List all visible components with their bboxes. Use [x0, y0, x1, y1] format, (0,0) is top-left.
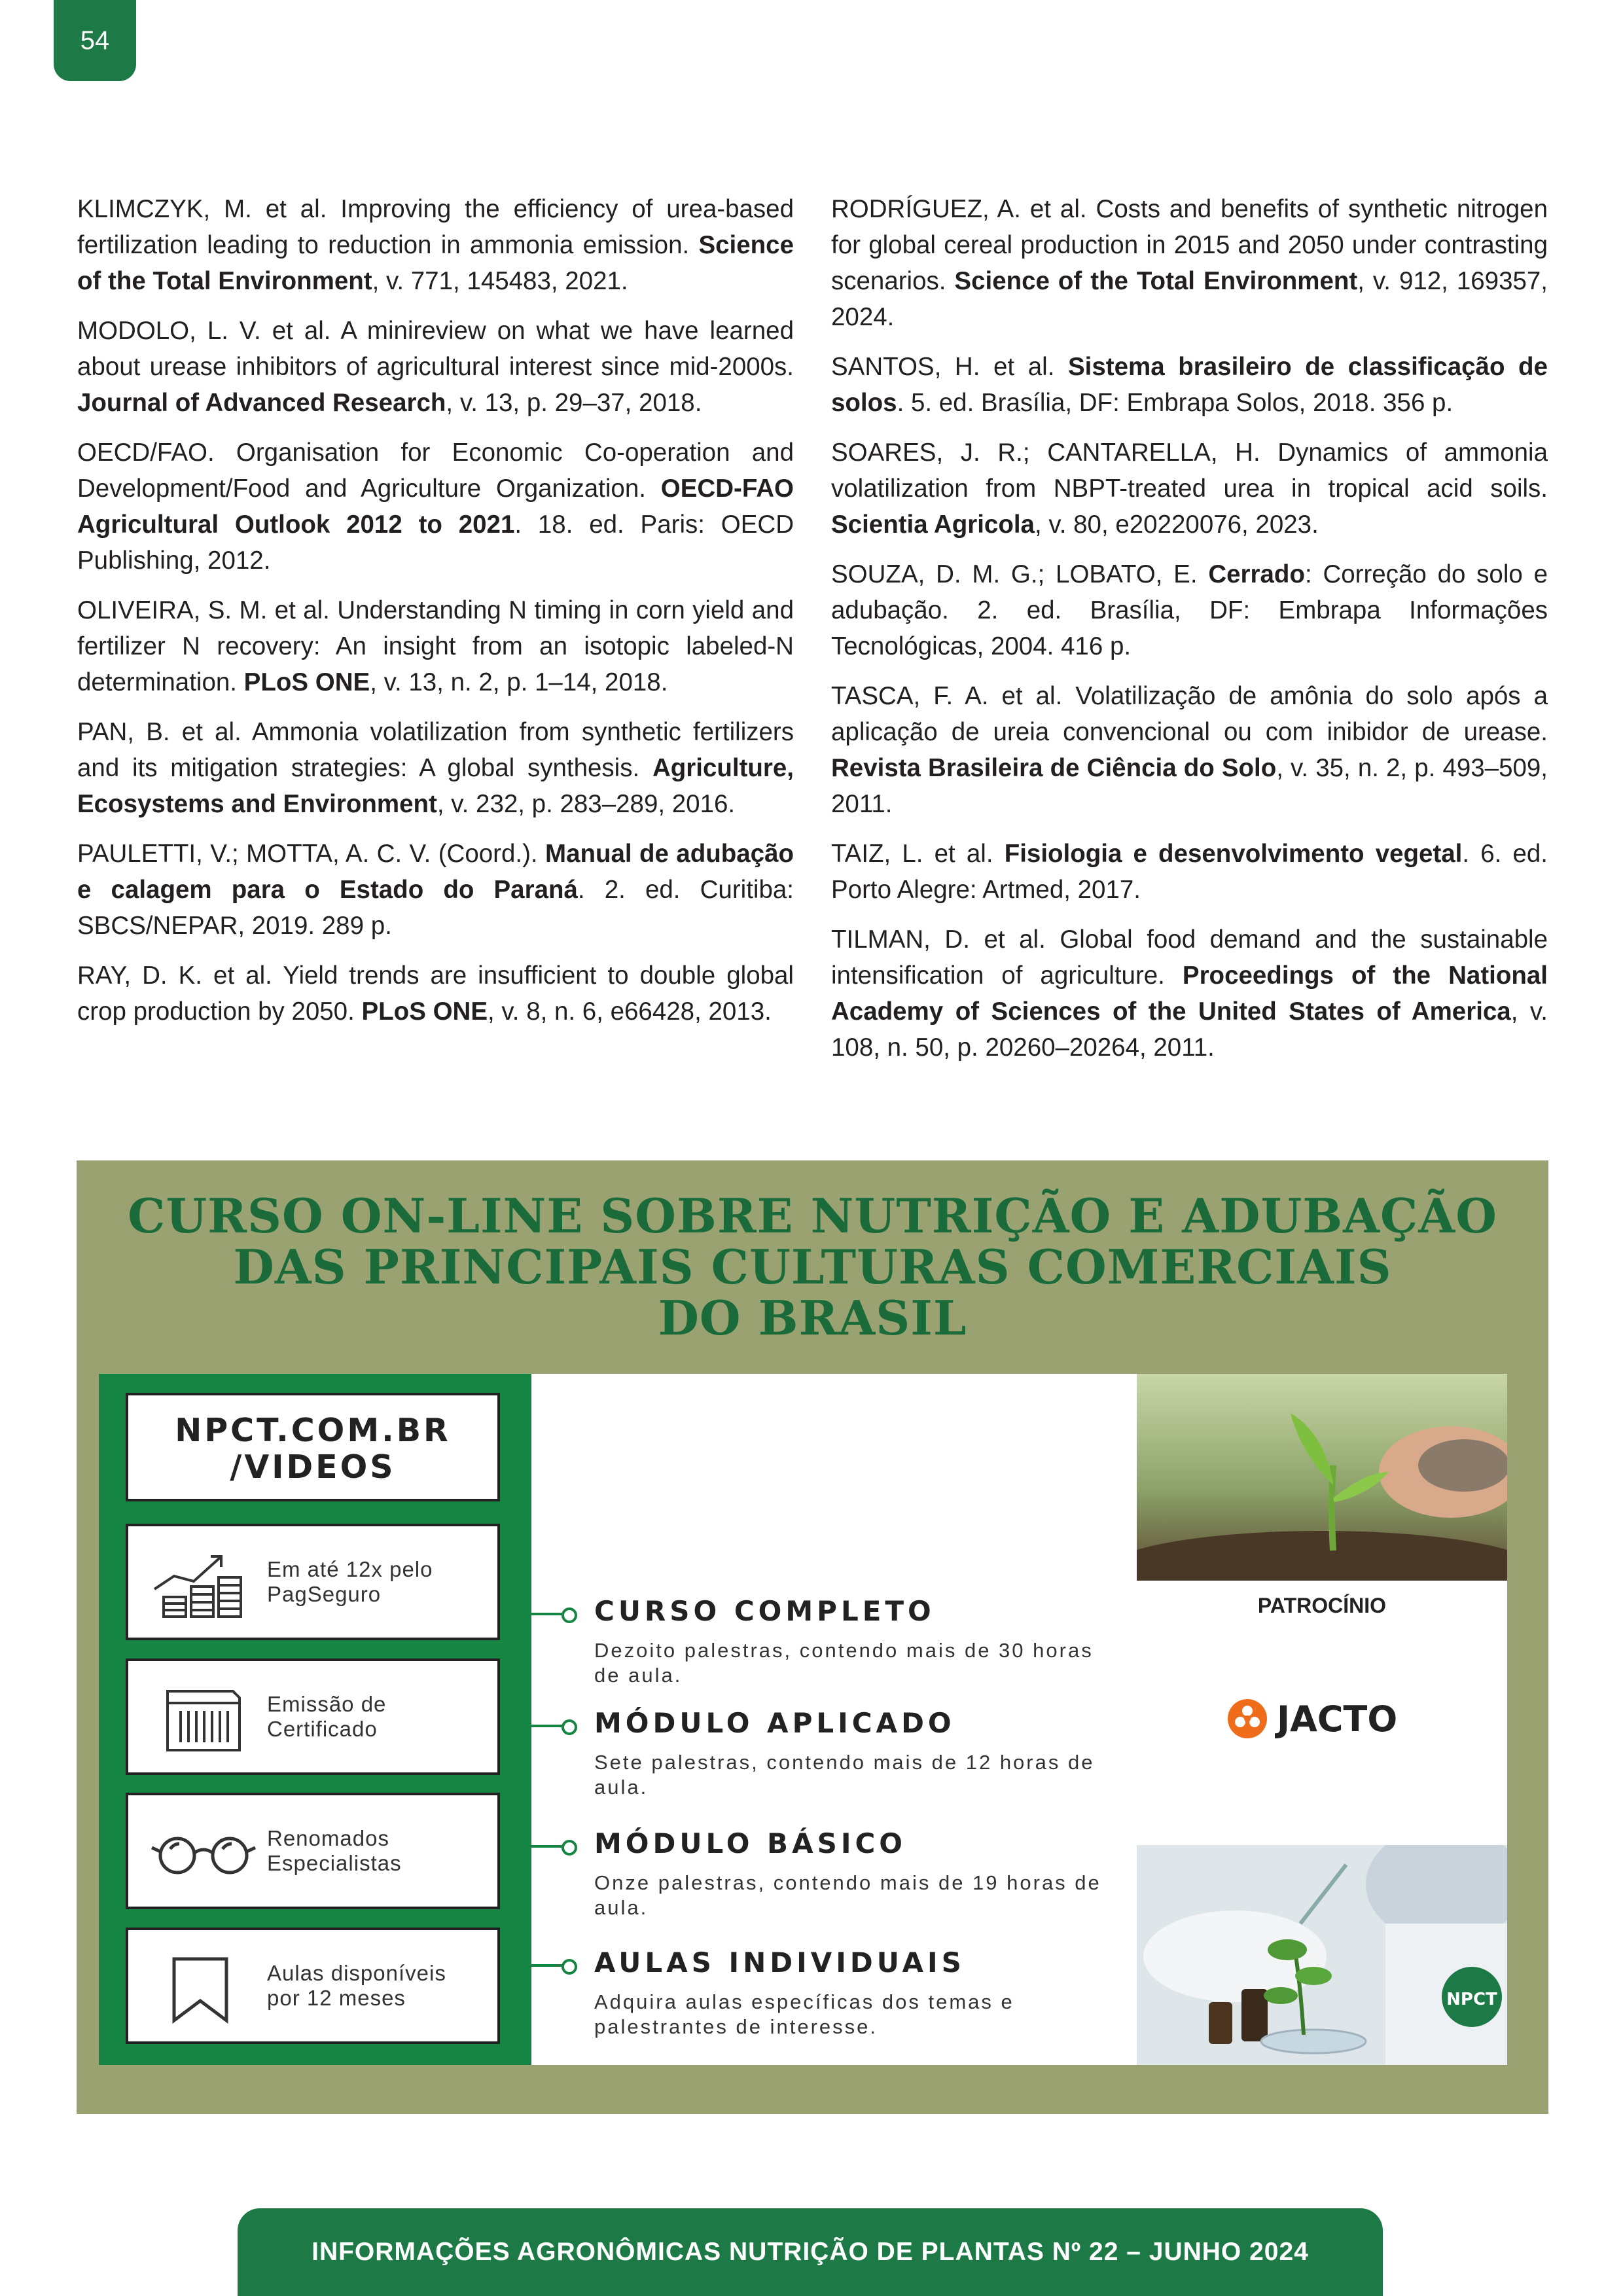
feature-specialists [126, 1793, 500, 1909]
module-title: AULAS INDIVIDUAIS [594, 1946, 965, 1979]
module-description: Dezoito palestras, contendo mais de 30 horas de aula. [594, 1639, 1094, 1687]
banner-title: CURSO ON-LINE SOBRE NUTRIÇÃO E ADUBAÇÃO DAS PRINCIPAIS CULTURAS COMERCIAIS DO BRASIL [128, 1188, 1497, 1346]
module-description: Sete palestras, contendo mais de 12 horas de aula. [594, 1751, 1095, 1799]
feature-label: Aulas disponíveis por 12 meses [267, 1961, 446, 2010]
reference-entry: PAULETTI, V.; MOTTA, A. C. V. (Coord.). Manual de adubação e calagem para o Estado do Paraná. 2. ed. Curitiba: SBCS/NEPAR, 2019. 289 p. [77, 840, 794, 940]
reference-entry: PAN, B. et al. Ammonia volatilization from synthetic fertilizers and its mitigation strategies: A global synthesis. Agriculture, Ecosystems and Environment, v. 232, p. 283–289, 2016. [77, 718, 794, 818]
module-title: CURSO COMPLETO [594, 1595, 935, 1627]
reference-entry: TAIZ, L. et al. Fisiologia e desenvolvimento vegetal. 6. ed. Porto Alegre: Artmed, 2017. [831, 840, 1548, 904]
lab-photo [1137, 1845, 1507, 2065]
feature-availability [126, 1928, 500, 2044]
references-left-column [77, 191, 794, 1043]
reference-entry: SANTOS, H. et al. Sistema brasileiro de classificação de solos. 5. ed. Brasília, DF: Embrapa Solos, 2018. 356 p. [831, 353, 1548, 417]
reference-entry: RAY, D. K. et al. Yield trends are insufficient to double global crop production by 2050. PLoS ONE, v. 8, n. 6, e66428, 2013. [77, 961, 794, 1026]
bullet-icon [562, 1959, 577, 1975]
reference-entry: MODOLO, L. V. et al. A minireview on what we have learned about urease inhibitors of agricultural interest since mid-2000s. Journal of Advanced Research, v. 13, p. 29–37, 2018. [77, 317, 794, 417]
reference-entry: OECD/FAO. Organisation for Economic Co-operation and Development/Food and Agriculture Organization. OECD-FAO Agricultural Outlook 2012 to 2021. 18. ed. Paris: OECD Publishing, 2012. [77, 439, 794, 575]
bookmark-icon [148, 1947, 259, 2026]
feature-label: Renomados Especialistas [267, 1826, 402, 1875]
glasses-icon [148, 1812, 259, 1891]
module-description: Onze palestras, contendo mais de 19 horas de aula. [594, 1871, 1101, 1919]
reference-entry: OLIVEIRA, S. M. et al. Understanding N timing in corn yield and fertilizer N recovery: An insight from an isotopic labeled-N determination. PLoS ONE, v. 13, n. 2, p. 1–14, 2018. [77, 596, 794, 696]
feature-label: Emissão de Certificado [267, 1692, 387, 1741]
course-modules [531, 1374, 1137, 2065]
page-number: 54 [54, 0, 136, 81]
feature-label: Em até 12x pelo PagSeguro [267, 1557, 433, 1606]
reference-entry: TILMAN, D. et al. Global food demand and the sustainable intensification of agriculture. Proceedings of the National Academy of Sciences of the United States of America, v. 108, n. 50, p. 20260–20264, 2011. [831, 925, 1548, 1062]
reference-entry: TASCA, F. A. et al. Volatilização de amônia do solo após a aplicação de ureia convencional ou com inibidor de urease. Revista Brasileira de Ciência do Solo, v. 35, n. 2, p. 493–509, 2011. [831, 682, 1548, 818]
feature-certificate [126, 1659, 500, 1775]
module-title: MÓDULO BÁSICO [594, 1827, 906, 1859]
coins-growth-icon [148, 1543, 259, 1622]
reference-entry: KLIMCZYK, M. et al. Improving the efficiency of urea-based fertilization leading to reduction in ammonia emission. Science of the Total Environment, v. 771, 145483, 2021. [77, 195, 794, 295]
bullet-icon [562, 1607, 577, 1623]
references-right-column [831, 191, 1548, 1079]
module-title: MÓDULO APLICADO [594, 1707, 955, 1739]
bullet-icon [562, 1719, 577, 1735]
jacto-logo[interactable] [1226, 1697, 1422, 1740]
reference-entry: RODRÍGUEZ, A. et al. Costs and benefits of synthetic nitrogen for global cereal production in 2015 and 2050 under contrasting scenarios. Science of the Total Environment, v. 912, 169357, 2024. [831, 195, 1548, 331]
svg-text:JACTO: JACTO [1277, 1698, 1398, 1740]
sponsor-label: PATROCÍNIO [1257, 1594, 1387, 1617]
module-description: Adquira aulas específicas dos temas e palestrantes de interesse. [594, 1990, 1014, 2038]
feature-payment [126, 1524, 500, 1640]
reference-entry: SOUZA, D. M. G.; LOBATO, E. Cerrado: Correção do solo e adubação. 2. ed. Brasília, DF: Embrapa Informações Tecnológicas, 2004. 416 p. [831, 560, 1548, 660]
seedling-photo [1137, 1374, 1507, 1581]
page-footer: INFORMAÇÕES AGRONÔMICAS NUTRIÇÃO DE PLANTAS Nº 22 – JUNHO 2024 [238, 2208, 1383, 2296]
npct-logo: NPCT [1446, 1990, 1497, 2009]
banner-panel [99, 1374, 1507, 2065]
reference-entry: SOARES, J. R.; CANTARELLA, H. Dynamics of ammonia volatilization from NBPT-treated urea in tropical acid soils. Scientia Agricola, v. 80, e20220076, 2023. [831, 439, 1548, 539]
features-column [99, 1374, 531, 2065]
certificate-icon [148, 1678, 259, 1757]
bullet-icon [562, 1840, 577, 1856]
course-banner [77, 1160, 1548, 2114]
sponsor-column [1137, 1374, 1507, 2065]
course-url-box[interactable]: NPCT.COM.BR /VIDEOS [126, 1393, 500, 1501]
